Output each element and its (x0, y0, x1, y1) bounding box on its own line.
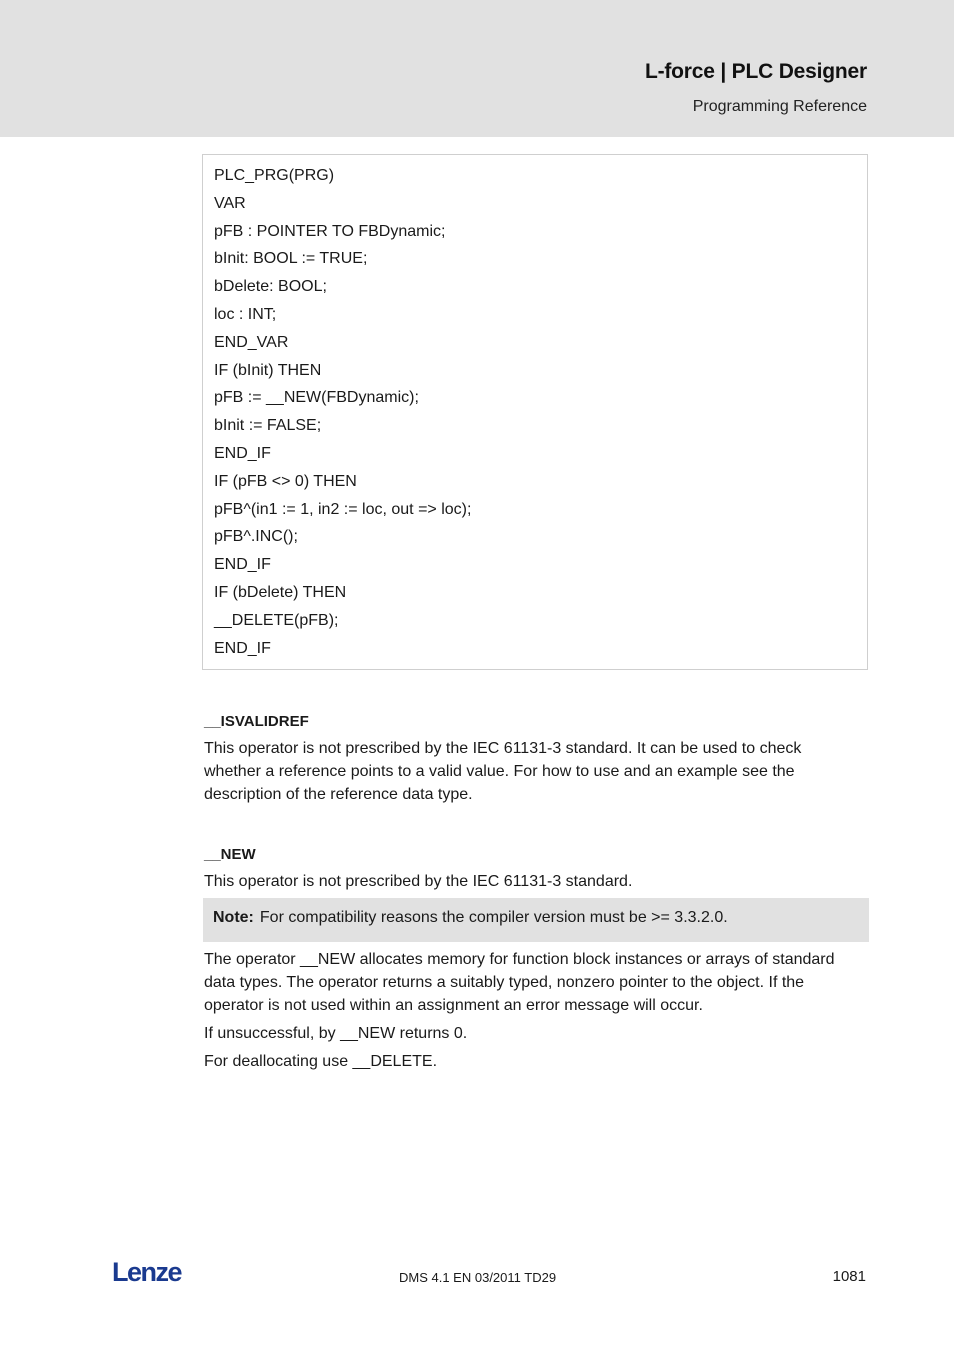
new-section (204, 845, 854, 893)
code-line: pFB := __NEW(FBDynamic); (214, 389, 419, 407)
code-line: bInit := FALSE; (214, 417, 322, 435)
code-line: bInit: BOOL := TRUE; (214, 250, 368, 268)
lenze-logo-text: Lenze (112, 1259, 182, 1285)
note-text: For compatibility reasons the compiler version must be >= 3.3.2.0. (259, 909, 728, 926)
isvalidref-heading: __ISVALIDREF (204, 713, 309, 730)
page-header (0, 0, 954, 137)
code-line: END_IF (214, 556, 271, 574)
footer-doc-id: DMS 4.1 EN 03/2011 TD29 (399, 1270, 557, 1285)
isvalidref-description: This operator is not prescribed by the IEC 61131-3 standard. It can be used to check whether a reference points to a valid value. For how to use and an example see the description of the reference data type. (204, 740, 802, 803)
lenze-logo (112, 1259, 192, 1290)
new-paragraph: The operator __NEW allocates memory for function block instances or arrays of standard data types. The operator returns a suitably typed, nonzero pointer to the object. If the operator is not used within an assignment an error message will occur. (204, 951, 835, 1014)
code-line: PLC_PRG(PRG) (214, 167, 335, 184)
new-paragraph: For deallocating use __DELETE. (204, 1053, 438, 1070)
code-line: END_VAR (214, 333, 289, 351)
new-heading: __NEW (204, 846, 256, 863)
new-paragraph: If unsuccessful, by __NEW returns 0. (204, 1025, 468, 1042)
code-line: IF (bInit) THEN (214, 361, 322, 379)
isvalidref-section (204, 712, 854, 806)
code-line: END_IF (214, 639, 271, 657)
new-body (204, 948, 854, 1078)
header-subtitle: Programming Reference (692, 98, 867, 115)
code-line: VAR (214, 194, 246, 212)
note-label: Note: (213, 909, 254, 926)
page-number: 1081 (832, 1268, 866, 1285)
header-title: L-force | PLC Designer (644, 60, 867, 83)
code-line: __DELETE(pFB); (214, 611, 339, 629)
note-box (203, 898, 869, 942)
code-example-box (202, 154, 868, 670)
code-line: bDelete: BOOL; (214, 278, 327, 296)
code-line: IF (pFB <> 0) THEN (214, 472, 357, 490)
new-intro: This operator is not prescribed by the IEC 61131-3 standard. (204, 873, 633, 890)
code-line: pFB^.INC(); (214, 528, 298, 546)
code-line: pFB^(in1 := 1, in2 := loc, out => loc); (214, 500, 472, 518)
code-line: pFB : POINTER TO FBDynamic; (214, 222, 446, 240)
code-line: loc : INT; (214, 305, 277, 323)
code-line: IF (bDelete) THEN (214, 583, 347, 601)
code-line: END_IF (214, 444, 271, 462)
